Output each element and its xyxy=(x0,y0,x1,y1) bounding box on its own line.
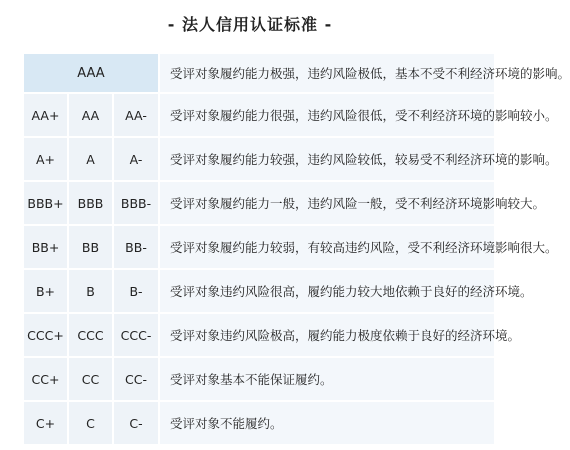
grade-plus-cell: CCC+ xyxy=(23,313,68,357)
grade-description: 受评对象履约能力一般，违约风险一般，受不利经济环境影响较大。 xyxy=(159,181,495,225)
grade-minus-cell: CCC- xyxy=(113,313,159,357)
table-row-aaa xyxy=(23,53,495,93)
grade-cell: A xyxy=(68,137,113,181)
grade-cell: CC xyxy=(68,357,113,401)
grade-description: 受评对象基本不能保证履约。 xyxy=(159,357,495,401)
grade-description: 受评对象不能履约。 xyxy=(159,401,495,445)
grade-description: 受评对象违约风险极高，履约能力极度依赖于良好的经济环境。 xyxy=(159,313,495,357)
grade-description: 受评对象违约风险很高，履约能力较大地依赖于良好的经济环境。 xyxy=(159,269,495,313)
grade-minus-cell: BBB- xyxy=(113,181,159,225)
grade-minus-cell: AA- xyxy=(113,93,159,137)
table-row xyxy=(23,181,495,225)
grade-cell-aaa: AAA xyxy=(23,53,159,93)
table-row xyxy=(23,137,495,181)
page-title: - 法人信用认证标准 - xyxy=(167,15,333,34)
grade-plus-cell: C+ xyxy=(23,401,68,445)
grade-table-body xyxy=(23,53,570,445)
table-row xyxy=(23,269,495,313)
table-row xyxy=(23,93,495,137)
table-row xyxy=(23,225,495,269)
grade-description: 受评对象履约能力极强，违约风险极低，基本不受不利经济环境的影响。 xyxy=(159,53,495,93)
grade-minus-cell: CC- xyxy=(113,357,159,401)
grade-plus-cell: BB+ xyxy=(23,225,68,269)
grade-plus-cell: B+ xyxy=(23,269,68,313)
grade-cell: BBB xyxy=(68,181,113,225)
grade-plus-cell: BBB+ xyxy=(23,181,68,225)
table-row xyxy=(23,401,495,445)
grade-plus-cell: CC+ xyxy=(23,357,68,401)
credit-grade-table xyxy=(22,52,570,446)
grade-description: 受评对象履约能力较弱，有较高违约风险，受不利经济环境影响很大。 xyxy=(159,225,495,269)
grade-minus-cell: B- xyxy=(113,269,159,313)
grade-minus-cell: A- xyxy=(113,137,159,181)
grade-cell: CCC xyxy=(68,313,113,357)
grade-description: 受评对象履约能力很强，违约风险很低，受不利经济环境的影响较小。 xyxy=(159,93,495,137)
table-row xyxy=(23,357,495,401)
grade-cell: B xyxy=(68,269,113,313)
grade-plus-cell: AA+ xyxy=(23,93,68,137)
grade-description: 受评对象履约能力较强，违约风险较低，较易受不利经济环境的影响。 xyxy=(159,137,495,181)
grade-cell: AA xyxy=(68,93,113,137)
grade-plus-cell: A+ xyxy=(23,137,68,181)
table-row xyxy=(23,313,495,357)
grade-cell: C xyxy=(68,401,113,445)
grade-minus-cell: BB- xyxy=(113,225,159,269)
grade-minus-cell: C- xyxy=(113,401,159,445)
grade-cell: BB xyxy=(68,225,113,269)
